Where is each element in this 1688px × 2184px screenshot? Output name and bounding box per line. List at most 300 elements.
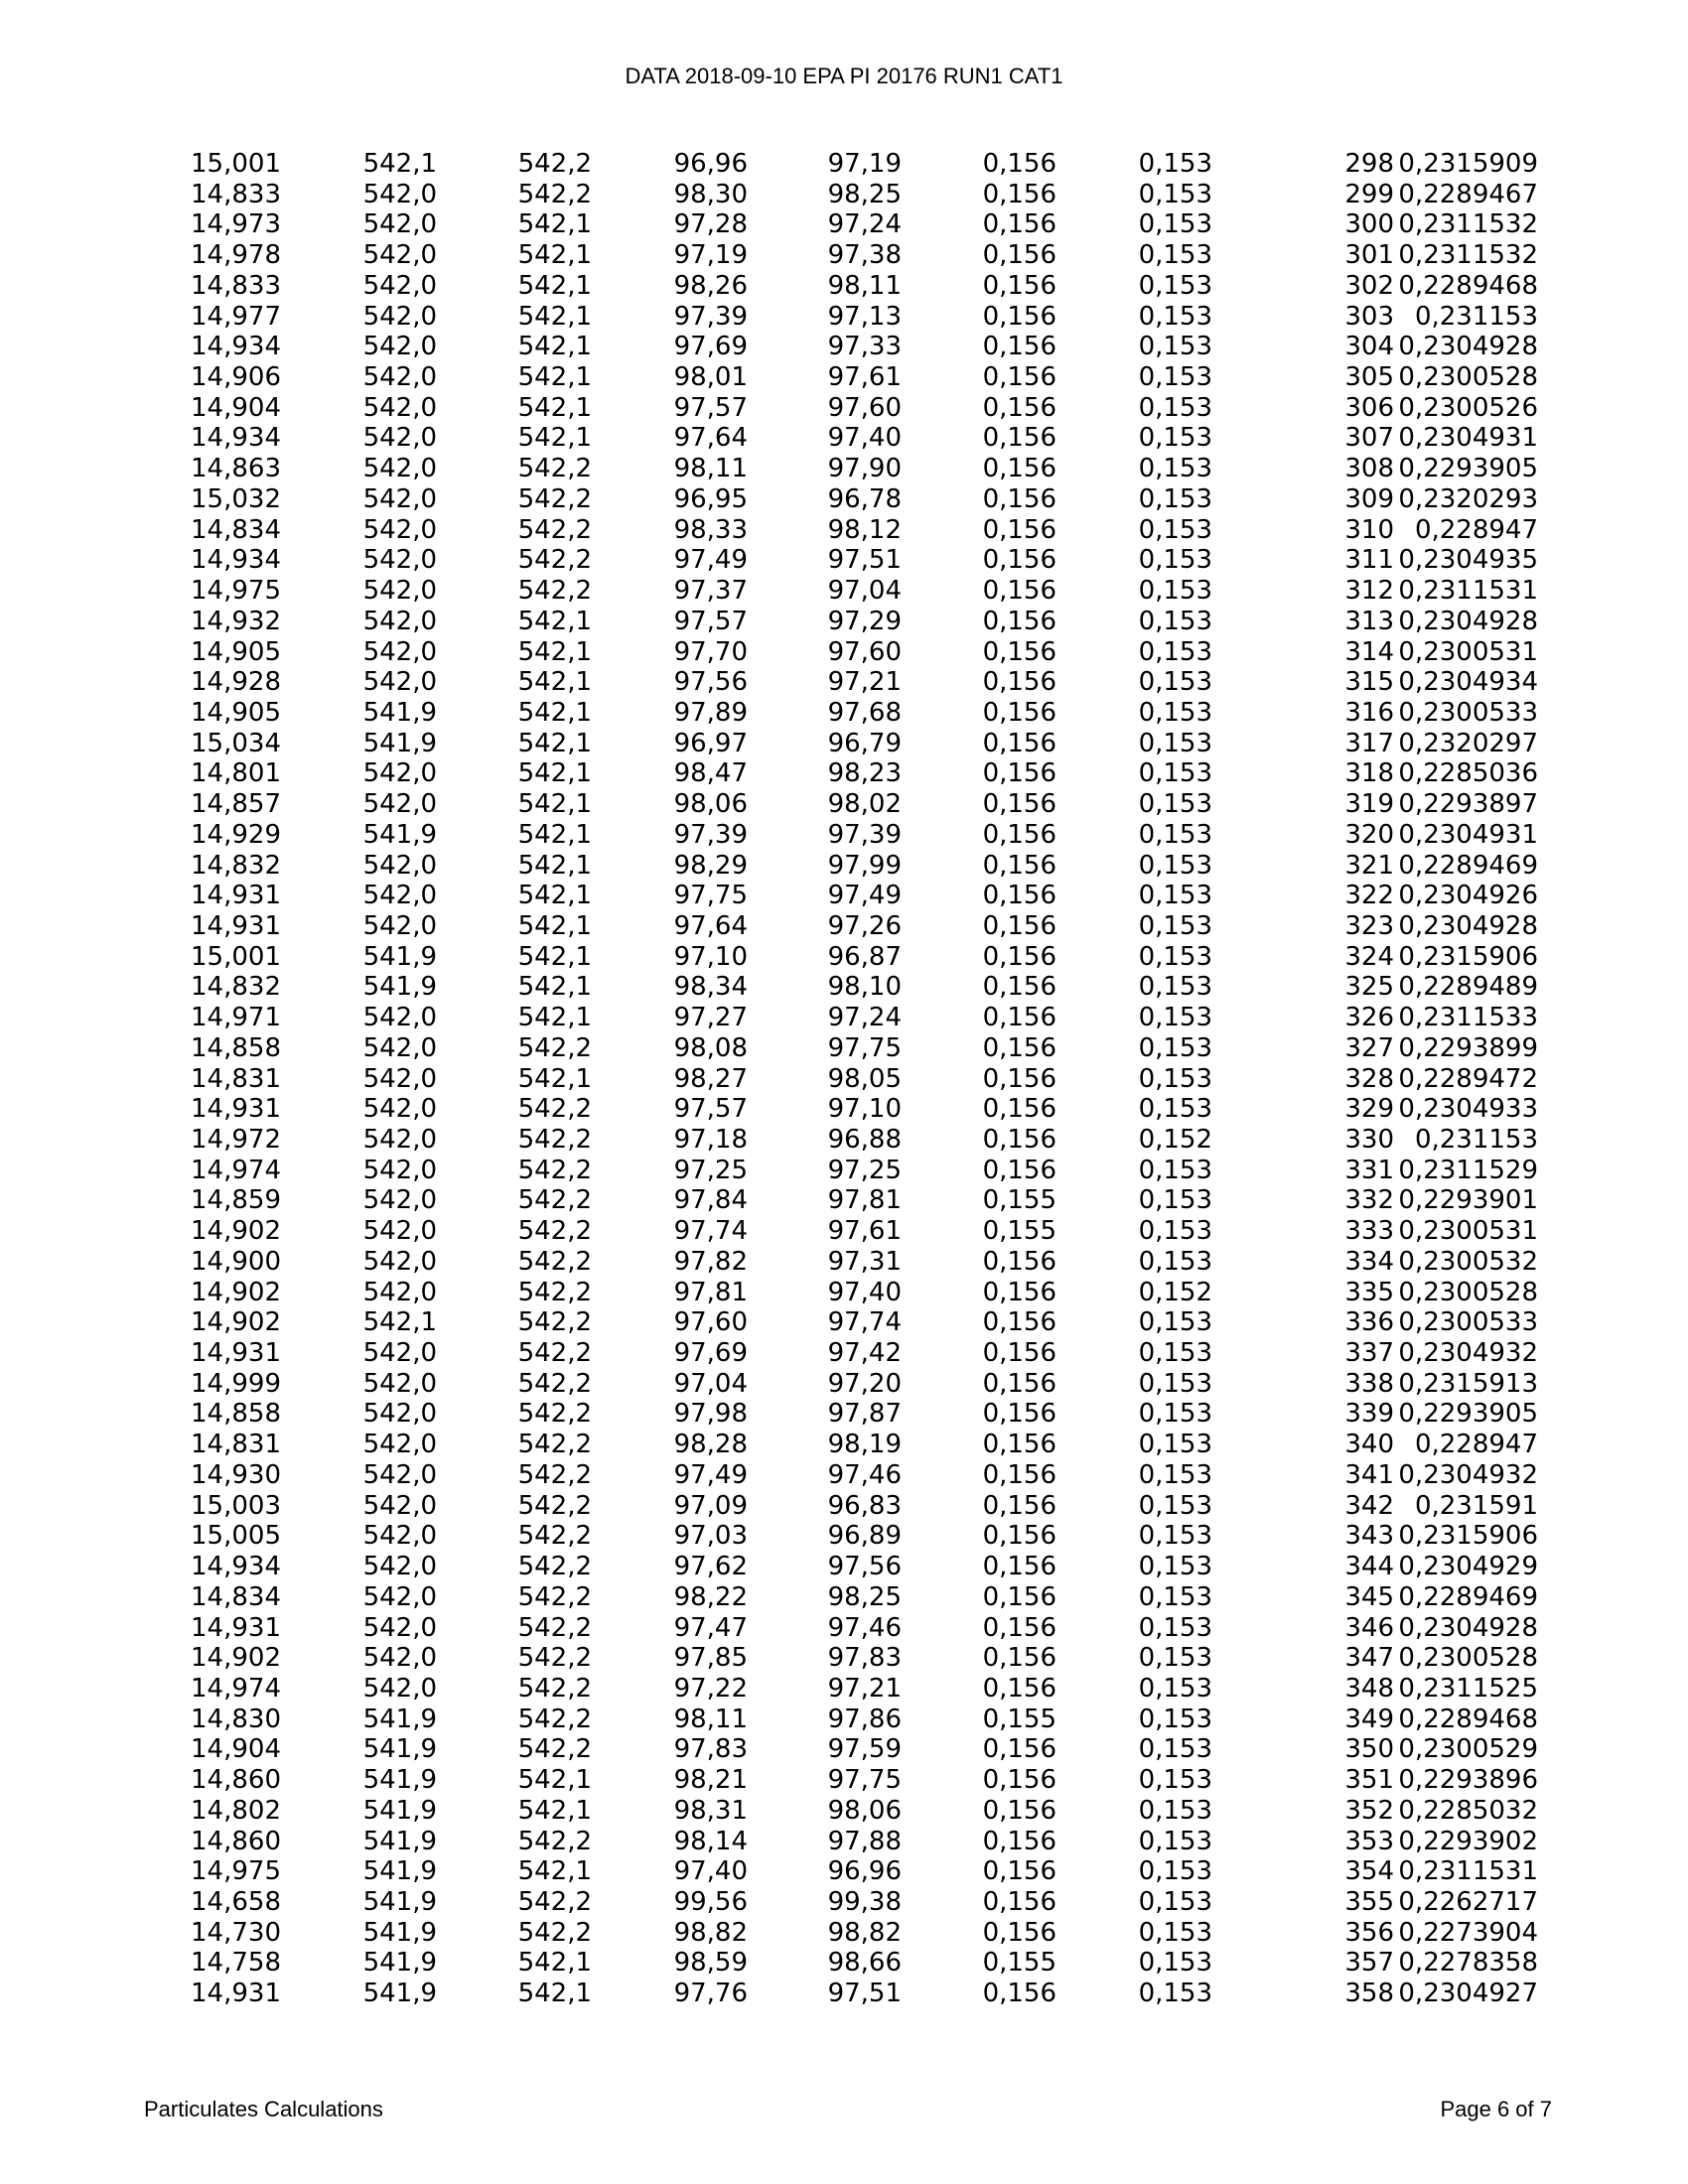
table-cell: 97,26 xyxy=(827,910,902,941)
table-cell: 0,2300531 xyxy=(1398,636,1538,667)
table-cell: 349 xyxy=(1344,1704,1394,1734)
table-cell: 542,1 xyxy=(517,667,592,698)
table-cell: 0,153 xyxy=(1138,332,1212,362)
table-cell: 0,2304929 xyxy=(1398,1552,1538,1582)
table-cell: 542,1 xyxy=(517,636,592,667)
table-cell: 542,2 xyxy=(517,1704,592,1734)
table-cell: 97,18 xyxy=(673,1125,748,1155)
table-cell: 542,2 xyxy=(517,576,592,607)
table-cell: 0,153 xyxy=(1138,1459,1212,1490)
table-cell: 542,0 xyxy=(362,1612,437,1643)
table-cell: 0,156 xyxy=(982,758,1056,789)
table-cell: 98,25 xyxy=(827,1581,902,1612)
table-cell: 0,2320297 xyxy=(1398,728,1538,758)
page-number: Page 6 of 7 xyxy=(1440,2097,1552,2121)
table-cell: 14,833 xyxy=(191,270,281,301)
table-row xyxy=(167,545,1538,576)
table-cell: 96,87 xyxy=(827,941,902,972)
table-cell: 0,156 xyxy=(982,454,1056,484)
table-cell: 0,156 xyxy=(982,392,1056,423)
table-cell: 542,0 xyxy=(362,545,437,576)
table-row xyxy=(167,1979,1538,2009)
table-row xyxy=(167,1796,1538,1827)
table-cell: 542,0 xyxy=(362,667,437,698)
table-row xyxy=(167,942,1538,973)
table-cell: 0,153 xyxy=(1138,1552,1212,1582)
table-cell: 0,153 xyxy=(1138,423,1212,454)
table-cell: 0,156 xyxy=(982,1979,1056,2009)
table-cell: 337 xyxy=(1344,1338,1394,1369)
table-cell: 14,978 xyxy=(191,240,281,271)
table-cell: 542,0 xyxy=(362,1338,437,1369)
table-cell: 0,153 xyxy=(1138,1246,1212,1277)
table-cell: 542,0 xyxy=(362,910,437,941)
table-row xyxy=(167,607,1538,637)
table-row xyxy=(167,1827,1538,1857)
table-cell: 97,75 xyxy=(827,1765,902,1796)
table-cell: 0,153 xyxy=(1138,1521,1212,1552)
table-cell: 0,153 xyxy=(1138,1734,1212,1765)
table-cell: 97,85 xyxy=(673,1643,748,1674)
table-cell: 14,900 xyxy=(191,1246,281,1277)
table-row xyxy=(167,1948,1538,1979)
table-cell: 15,005 xyxy=(191,1521,281,1552)
table-cell: 0,156 xyxy=(982,301,1056,332)
table-cell: 541,9 xyxy=(362,941,437,972)
table-cell: 96,79 xyxy=(827,728,902,758)
table-cell: 0,153 xyxy=(1138,1307,1212,1338)
table-cell: 542,0 xyxy=(362,881,437,911)
table-cell: 0,156 xyxy=(982,545,1056,576)
table-cell: 0,156 xyxy=(982,1856,1056,1887)
table-cell: 542,0 xyxy=(362,514,437,545)
table-cell: 0,153 xyxy=(1138,1979,1212,2009)
table-cell: 97,42 xyxy=(827,1338,902,1369)
table-cell: 0,2289468 xyxy=(1398,270,1538,301)
table-cell: 0,153 xyxy=(1138,1032,1212,1063)
table-cell: 542,1 xyxy=(517,301,592,332)
table-cell: 356 xyxy=(1344,1917,1394,1948)
table-cell: 0,155 xyxy=(982,1948,1056,1979)
table-cell: 542,2 xyxy=(517,1338,592,1369)
table-cell: 347 xyxy=(1344,1643,1394,1674)
table-cell: 353 xyxy=(1344,1826,1394,1856)
table-cell: 97,69 xyxy=(673,1338,748,1369)
table-cell: 14,931 xyxy=(191,1979,281,2009)
table-cell: 542,0 xyxy=(362,1368,437,1399)
table-cell: 96,96 xyxy=(827,1856,902,1887)
table-cell: 0,156 xyxy=(982,332,1056,362)
table-cell: 0,2304932 xyxy=(1398,1338,1538,1369)
table-cell: 0,2289469 xyxy=(1398,1581,1538,1612)
table-cell: 0,153 xyxy=(1138,1185,1212,1216)
table-row xyxy=(167,240,1538,271)
table-cell: 0,153 xyxy=(1138,179,1212,209)
table-cell: 98,31 xyxy=(673,1795,748,1826)
table-cell: 98,02 xyxy=(827,789,902,820)
table-cell: 97,25 xyxy=(673,1155,748,1185)
table-cell: 14,975 xyxy=(191,1856,281,1887)
table-cell: 0,153 xyxy=(1138,667,1212,698)
table-cell: 542,0 xyxy=(362,1155,437,1185)
table-cell: 14,905 xyxy=(191,697,281,728)
table-row xyxy=(167,1643,1538,1674)
table-cell: 542,0 xyxy=(362,483,437,514)
table-cell: 96,89 xyxy=(827,1521,902,1552)
table-cell: 542,2 xyxy=(517,1307,592,1338)
table-cell: 0,156 xyxy=(982,149,1056,179)
data-table-body xyxy=(167,149,1538,2009)
table-cell: 542,0 xyxy=(362,179,437,209)
table-cell: 542,0 xyxy=(362,423,437,454)
table-cell: 542,0 xyxy=(362,1430,437,1460)
table-cell: 335 xyxy=(1344,1277,1394,1307)
table-cell: 0,156 xyxy=(982,1338,1056,1369)
table-cell: 98,47 xyxy=(673,758,748,789)
table-cell: 98,25 xyxy=(827,179,902,209)
table-cell: 0,2315906 xyxy=(1398,1521,1538,1552)
table-cell: 97,20 xyxy=(827,1368,902,1399)
table-cell: 0,153 xyxy=(1138,1948,1212,1979)
table-cell: 355 xyxy=(1344,1886,1394,1917)
table-cell: 14,931 xyxy=(191,1338,281,1369)
table-row xyxy=(167,1399,1538,1430)
table-cell: 97,10 xyxy=(827,1094,902,1125)
table-cell: 0,2304932 xyxy=(1398,1459,1538,1490)
table-cell: 14,902 xyxy=(191,1643,281,1674)
table-cell: 0,2300533 xyxy=(1398,697,1538,728)
table-cell: 328 xyxy=(1344,1063,1394,1094)
table-cell: 97,39 xyxy=(827,819,902,850)
table-cell: 542,2 xyxy=(517,545,592,576)
table-cell: 97,61 xyxy=(827,362,902,393)
table-row xyxy=(167,1856,1538,1887)
table-cell: 0,153 xyxy=(1138,1003,1212,1033)
table-cell: 97,40 xyxy=(827,1277,902,1307)
table-cell: 97,60 xyxy=(673,1307,748,1338)
table-cell: 542,1 xyxy=(517,972,592,1003)
table-row xyxy=(167,1216,1538,1247)
table-cell: 15,034 xyxy=(191,728,281,758)
table-row xyxy=(167,1887,1538,1918)
table-cell: 0,156 xyxy=(982,1430,1056,1460)
table-cell: 542,2 xyxy=(517,1185,592,1216)
table-cell: 14,860 xyxy=(191,1765,281,1796)
table-cell: 542,1 xyxy=(517,392,592,423)
table-cell: 97,57 xyxy=(673,606,748,636)
table-cell: 97,69 xyxy=(673,332,748,362)
table-cell: 541,9 xyxy=(362,1704,437,1734)
table-cell: 0,153 xyxy=(1138,301,1212,332)
table-cell: 97,75 xyxy=(827,1032,902,1063)
table-row xyxy=(167,1705,1538,1735)
table-cell: 0,2315909 xyxy=(1398,149,1538,179)
table-cell: 0,2304933 xyxy=(1398,1094,1538,1125)
table-cell: 0,153 xyxy=(1138,1490,1212,1521)
table-cell: 342 xyxy=(1344,1490,1394,1521)
table-cell: 98,82 xyxy=(827,1917,902,1948)
table-cell: 97,33 xyxy=(827,332,902,362)
table-row xyxy=(167,1491,1538,1522)
table-cell: 97,83 xyxy=(827,1643,902,1674)
table-row xyxy=(167,1552,1538,1582)
page-header: DATA 2018-09-10 EPA PI 20176 RUN1 CAT1 xyxy=(625,64,1063,88)
table-cell: 97,49 xyxy=(827,881,902,911)
table-cell: 97,59 xyxy=(827,1734,902,1765)
table-cell: 0,156 xyxy=(982,1063,1056,1094)
table-cell: 14,831 xyxy=(191,1063,281,1094)
table-cell: 0,153 xyxy=(1138,209,1212,240)
table-cell: 0,156 xyxy=(982,1307,1056,1338)
table-cell: 0,156 xyxy=(982,1826,1056,1856)
table-row xyxy=(167,1033,1538,1064)
table-cell: 96,97 xyxy=(673,728,748,758)
table-cell: 0,2311532 xyxy=(1398,240,1538,271)
table-row xyxy=(167,1156,1538,1186)
table-cell: 14,832 xyxy=(191,850,281,881)
table-cell: 97,90 xyxy=(827,454,902,484)
table-cell: 97,47 xyxy=(673,1612,748,1643)
table-cell: 0,156 xyxy=(982,1734,1056,1765)
table-row xyxy=(167,1430,1538,1460)
table-cell: 0,156 xyxy=(982,728,1056,758)
table-cell: 542,1 xyxy=(517,1063,592,1094)
table-cell: 314 xyxy=(1344,636,1394,667)
table-cell: 0,156 xyxy=(982,1246,1056,1277)
table-cell: 0,2289467 xyxy=(1398,179,1538,209)
table-cell: 97,40 xyxy=(827,423,902,454)
table-cell: 0,2289489 xyxy=(1398,972,1538,1003)
table-cell: 14,658 xyxy=(191,1886,281,1917)
table-cell: 14,931 xyxy=(191,881,281,911)
table-cell: 0,156 xyxy=(982,270,1056,301)
table-cell: 0,153 xyxy=(1138,850,1212,881)
table-cell: 541,9 xyxy=(362,1948,437,1979)
table-row xyxy=(167,1460,1538,1491)
table-cell: 14,932 xyxy=(191,606,281,636)
table-cell: 542,0 xyxy=(362,1125,437,1155)
table-cell: 323 xyxy=(1344,910,1394,941)
table-cell: 14,902 xyxy=(191,1277,281,1307)
table-cell: 96,95 xyxy=(673,483,748,514)
table-cell: 542,0 xyxy=(362,576,437,607)
table-cell: 0,153 xyxy=(1138,1826,1212,1856)
table-cell: 0,153 xyxy=(1138,758,1212,789)
table-row xyxy=(167,1094,1538,1125)
table-cell: 97,10 xyxy=(673,941,748,972)
table-cell: 541,9 xyxy=(362,1979,437,2009)
table-cell: 345 xyxy=(1344,1581,1394,1612)
table-cell: 542,0 xyxy=(362,1003,437,1033)
table-cell: 98,28 xyxy=(673,1430,748,1460)
table-cell: 0,153 xyxy=(1138,819,1212,850)
table-cell: 97,46 xyxy=(827,1459,902,1490)
table-cell: 542,1 xyxy=(517,240,592,271)
table-cell: 98,29 xyxy=(673,850,748,881)
table-cell: 0,156 xyxy=(982,179,1056,209)
table-cell: 542,1 xyxy=(517,209,592,240)
table-cell: 14,975 xyxy=(191,576,281,607)
table-row xyxy=(167,393,1538,424)
table-row xyxy=(167,881,1538,911)
table-cell: 326 xyxy=(1344,1003,1394,1033)
table-cell: 348 xyxy=(1344,1673,1394,1704)
table-cell: 542,0 xyxy=(362,1032,437,1063)
table-cell: 330 xyxy=(1344,1125,1394,1155)
table-cell: 542,2 xyxy=(517,1643,592,1674)
table-cell: 302 xyxy=(1344,270,1394,301)
table-cell: 97,31 xyxy=(827,1246,902,1277)
table-cell: 97,19 xyxy=(673,240,748,271)
table-cell: 0,156 xyxy=(982,483,1056,514)
table-row xyxy=(167,851,1538,882)
table-cell: 0,156 xyxy=(982,1552,1056,1582)
table-cell: 97,86 xyxy=(827,1704,902,1734)
table-row xyxy=(167,698,1538,729)
table-cell: 0,153 xyxy=(1138,789,1212,820)
table-cell: 0,156 xyxy=(982,1643,1056,1674)
table-cell: 97,75 xyxy=(673,881,748,911)
table-cell: 0,231153 xyxy=(1414,1125,1538,1155)
table-cell: 0,156 xyxy=(982,606,1056,636)
table-cell: 14,801 xyxy=(191,758,281,789)
table-row xyxy=(167,1521,1538,1552)
table-cell: 0,153 xyxy=(1138,697,1212,728)
table-cell: 0,2293905 xyxy=(1398,1399,1538,1430)
table-cell: 542,0 xyxy=(362,240,437,271)
table-cell: 0,156 xyxy=(982,881,1056,911)
table-cell: 358 xyxy=(1344,1979,1394,2009)
table-row xyxy=(167,302,1538,333)
table-cell: 542,0 xyxy=(362,1459,437,1490)
table-row xyxy=(167,515,1538,546)
table-cell: 542,2 xyxy=(517,1216,592,1247)
table-cell: 0,2304928 xyxy=(1398,1612,1538,1643)
table-cell: 98,01 xyxy=(673,362,748,393)
table-cell: 97,49 xyxy=(673,1459,748,1490)
table-cell: 542,1 xyxy=(517,606,592,636)
table-cell: 0,156 xyxy=(982,1673,1056,1704)
table-cell: 542,1 xyxy=(517,697,592,728)
table-cell: 541,9 xyxy=(362,1826,437,1856)
table-cell: 542,0 xyxy=(362,758,437,789)
table-row xyxy=(167,332,1538,362)
table-cell: 542,2 xyxy=(517,1368,592,1399)
table-cell: 14,904 xyxy=(191,392,281,423)
table-cell: 542,1 xyxy=(517,1979,592,2009)
table-cell: 338 xyxy=(1344,1368,1394,1399)
table-cell: 542,2 xyxy=(517,1490,592,1521)
table-cell: 14,931 xyxy=(191,1612,281,1643)
table-row xyxy=(167,1734,1538,1765)
table-row xyxy=(167,972,1538,1003)
table-cell: 0,153 xyxy=(1138,1216,1212,1247)
table-cell: 0,153 xyxy=(1138,149,1212,179)
table-cell: 343 xyxy=(1344,1521,1394,1552)
table-row xyxy=(167,789,1538,820)
table-cell: 542,0 xyxy=(362,1063,437,1094)
table-cell: 0,2293896 xyxy=(1398,1765,1538,1796)
table-cell: 0,156 xyxy=(982,1765,1056,1796)
table-cell: 0,153 xyxy=(1138,1673,1212,1704)
table-cell: 318 xyxy=(1344,758,1394,789)
table-cell: 351 xyxy=(1344,1765,1394,1796)
table-cell: 96,78 xyxy=(827,483,902,514)
table-cell: 98,27 xyxy=(673,1063,748,1094)
table-cell: 0,153 xyxy=(1138,545,1212,576)
table-cell: 0,153 xyxy=(1138,483,1212,514)
table-cell: 298 xyxy=(1344,149,1394,179)
table-cell: 0,156 xyxy=(982,1917,1056,1948)
table-cell: 542,2 xyxy=(517,1886,592,1917)
table-row xyxy=(167,271,1538,302)
table-cell: 308 xyxy=(1344,454,1394,484)
table-cell: 14,758 xyxy=(191,1948,281,1979)
table-cell: 97,13 xyxy=(827,301,902,332)
table-cell: 336 xyxy=(1344,1307,1394,1338)
table-cell: 0,156 xyxy=(982,209,1056,240)
table-cell: 0,153 xyxy=(1138,881,1212,911)
table-cell: 14,834 xyxy=(191,1581,281,1612)
table-cell: 14,971 xyxy=(191,1003,281,1033)
table-cell: 98,12 xyxy=(827,514,902,545)
table-cell: 0,153 xyxy=(1138,1430,1212,1460)
table-cell: 97,24 xyxy=(827,1003,902,1033)
table-cell: 0,2300533 xyxy=(1398,1307,1538,1338)
table-cell: 0,153 xyxy=(1138,362,1212,393)
table-cell: 324 xyxy=(1344,941,1394,972)
table-cell: 0,156 xyxy=(982,850,1056,881)
table-cell: 327 xyxy=(1344,1032,1394,1063)
table-cell: 0,156 xyxy=(982,697,1056,728)
table-cell: 99,38 xyxy=(827,1886,902,1917)
table-cell: 14,931 xyxy=(191,1094,281,1125)
table-cell: 542,0 xyxy=(362,1185,437,1216)
table-cell: 0,156 xyxy=(982,423,1056,454)
table-cell: 542,1 xyxy=(517,1948,592,1979)
table-cell: 0,156 xyxy=(982,1399,1056,1430)
table-cell: 97,27 xyxy=(673,1003,748,1033)
table-cell: 333 xyxy=(1344,1216,1394,1247)
table-cell: 14,972 xyxy=(191,1125,281,1155)
table-cell: 0,155 xyxy=(982,1185,1056,1216)
table-cell: 334 xyxy=(1344,1246,1394,1277)
table-cell: 0,156 xyxy=(982,667,1056,698)
table-cell: 14,902 xyxy=(191,1307,281,1338)
table-row xyxy=(167,637,1538,668)
table-cell: 97,61 xyxy=(827,1216,902,1247)
table-row xyxy=(167,1918,1538,1949)
table-cell: 306 xyxy=(1344,392,1394,423)
table-cell: 97,82 xyxy=(673,1246,748,1277)
table-cell: 0,156 xyxy=(982,910,1056,941)
table-cell: 14,973 xyxy=(191,209,281,240)
table-cell: 98,22 xyxy=(673,1581,748,1612)
table-cell: 0,156 xyxy=(982,636,1056,667)
table-cell: 0,2304928 xyxy=(1398,910,1538,941)
table-cell: 97,03 xyxy=(673,1521,748,1552)
table-cell: 0,156 xyxy=(982,1581,1056,1612)
table-cell: 300 xyxy=(1344,209,1394,240)
table-cell: 98,06 xyxy=(827,1795,902,1826)
table-cell: 14,974 xyxy=(191,1673,281,1704)
table-cell: 14,934 xyxy=(191,423,281,454)
table-cell: 344 xyxy=(1344,1552,1394,1582)
table-cell: 319 xyxy=(1344,789,1394,820)
table-cell: 542,2 xyxy=(517,149,592,179)
table-cell: 0,156 xyxy=(982,819,1056,850)
table-row xyxy=(167,1185,1538,1216)
